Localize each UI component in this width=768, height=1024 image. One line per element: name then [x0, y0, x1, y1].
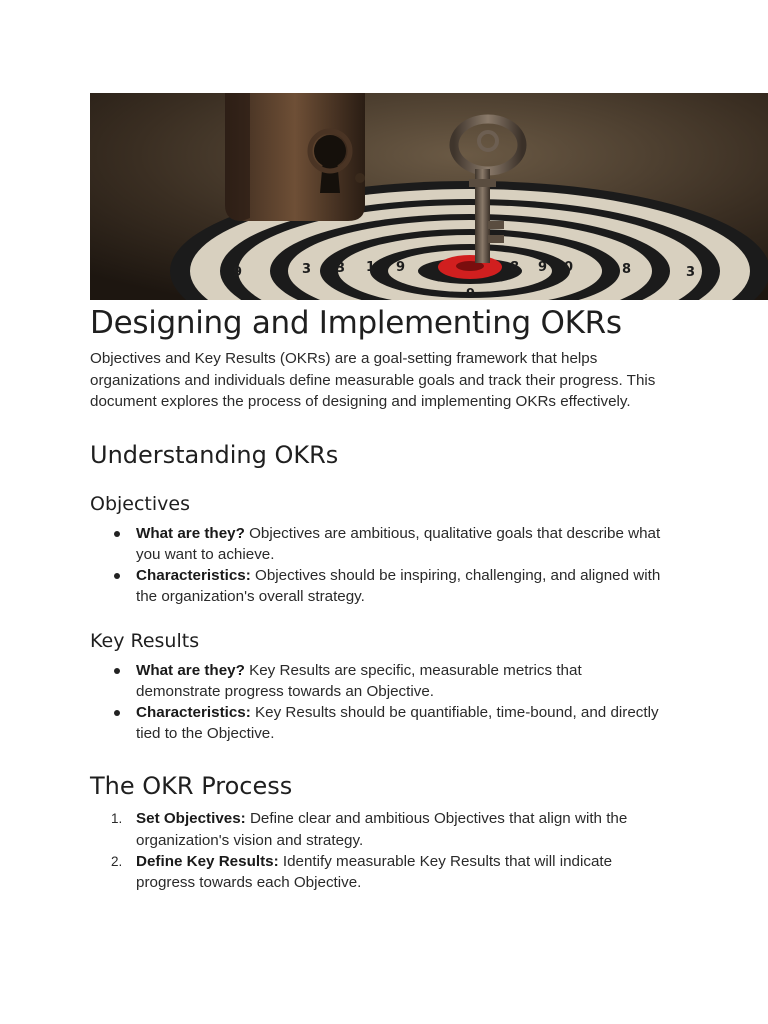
- padlock-icon: [225, 93, 365, 221]
- board-number: 3: [302, 262, 312, 277]
- item-label: What are they?: [136, 661, 245, 679]
- item-label: Set Objectives:: [136, 810, 246, 828]
- board-number: 1: [366, 260, 376, 275]
- dartboard-key-lock-image: [90, 93, 768, 300]
- step-number: 2.: [111, 853, 123, 869]
- step-number: 1.: [111, 811, 123, 827]
- subheading-key-results: Key Results: [90, 629, 200, 652]
- section-heading-understanding: Understanding OKRs: [90, 440, 339, 469]
- item-text: Objectives should be inspiring, challenging, and aligned with the organization's overall strategy.: [136, 567, 661, 606]
- subheading-objectives: Objectives: [90, 492, 190, 515]
- item-text: Key Results are specific, measurable metrics that demonstrate progress towards an Objective.: [136, 661, 582, 700]
- board-number: 9: [396, 260, 406, 275]
- item-label: Characteristics:: [136, 567, 251, 585]
- item-text: Identify measurable Key Results that will indicate progress towards each Objective.: [136, 852, 613, 892]
- process-steps-list: [90, 808, 670, 893]
- board-number: 3: [336, 261, 346, 276]
- list-item: [90, 565, 670, 607]
- list-item: [90, 851, 670, 893]
- document-body: [90, 300, 670, 893]
- section-heading-process: The OKR Process: [90, 772, 293, 801]
- board-number: 0: [564, 260, 574, 275]
- item-label: Define Key Results:: [136, 852, 279, 870]
- key-results-list: [90, 660, 670, 745]
- intro-paragraph: Objectives and Key Results (OKRs) are a goal-setting framework that helps organizations and individuals define measurable goals and track their progress. This document explores the process of designing and implementing OKRs effectively.: [90, 350, 656, 411]
- list-item: [90, 702, 670, 744]
- hero-image: [90, 93, 768, 300]
- item-label: Characteristics:: [136, 704, 251, 721]
- board-number: 9: [233, 265, 243, 280]
- list-item: [90, 660, 670, 702]
- objectives-list: [90, 523, 670, 608]
- board-number: 9: [466, 287, 476, 300]
- board-number: 8: [510, 260, 520, 275]
- board-number: 8: [622, 262, 632, 277]
- board-number: 9: [538, 260, 548, 275]
- list-item: [90, 523, 670, 565]
- item-text: Objectives are ambitious, qualitative goals that describe what you want to achieve.: [136, 524, 661, 563]
- item-text: Key Results should be quantifiable, time-bound, and directly tied to the Objective.: [136, 704, 659, 743]
- board-number: 3: [686, 265, 696, 280]
- list-item: [90, 808, 670, 850]
- item-label: What are they?: [136, 524, 245, 542]
- item-text: Define clear and ambitious Objectives that align with the organization's vision and strategy.: [136, 810, 628, 849]
- page-title: Designing and Implementing OKRs: [90, 305, 622, 341]
